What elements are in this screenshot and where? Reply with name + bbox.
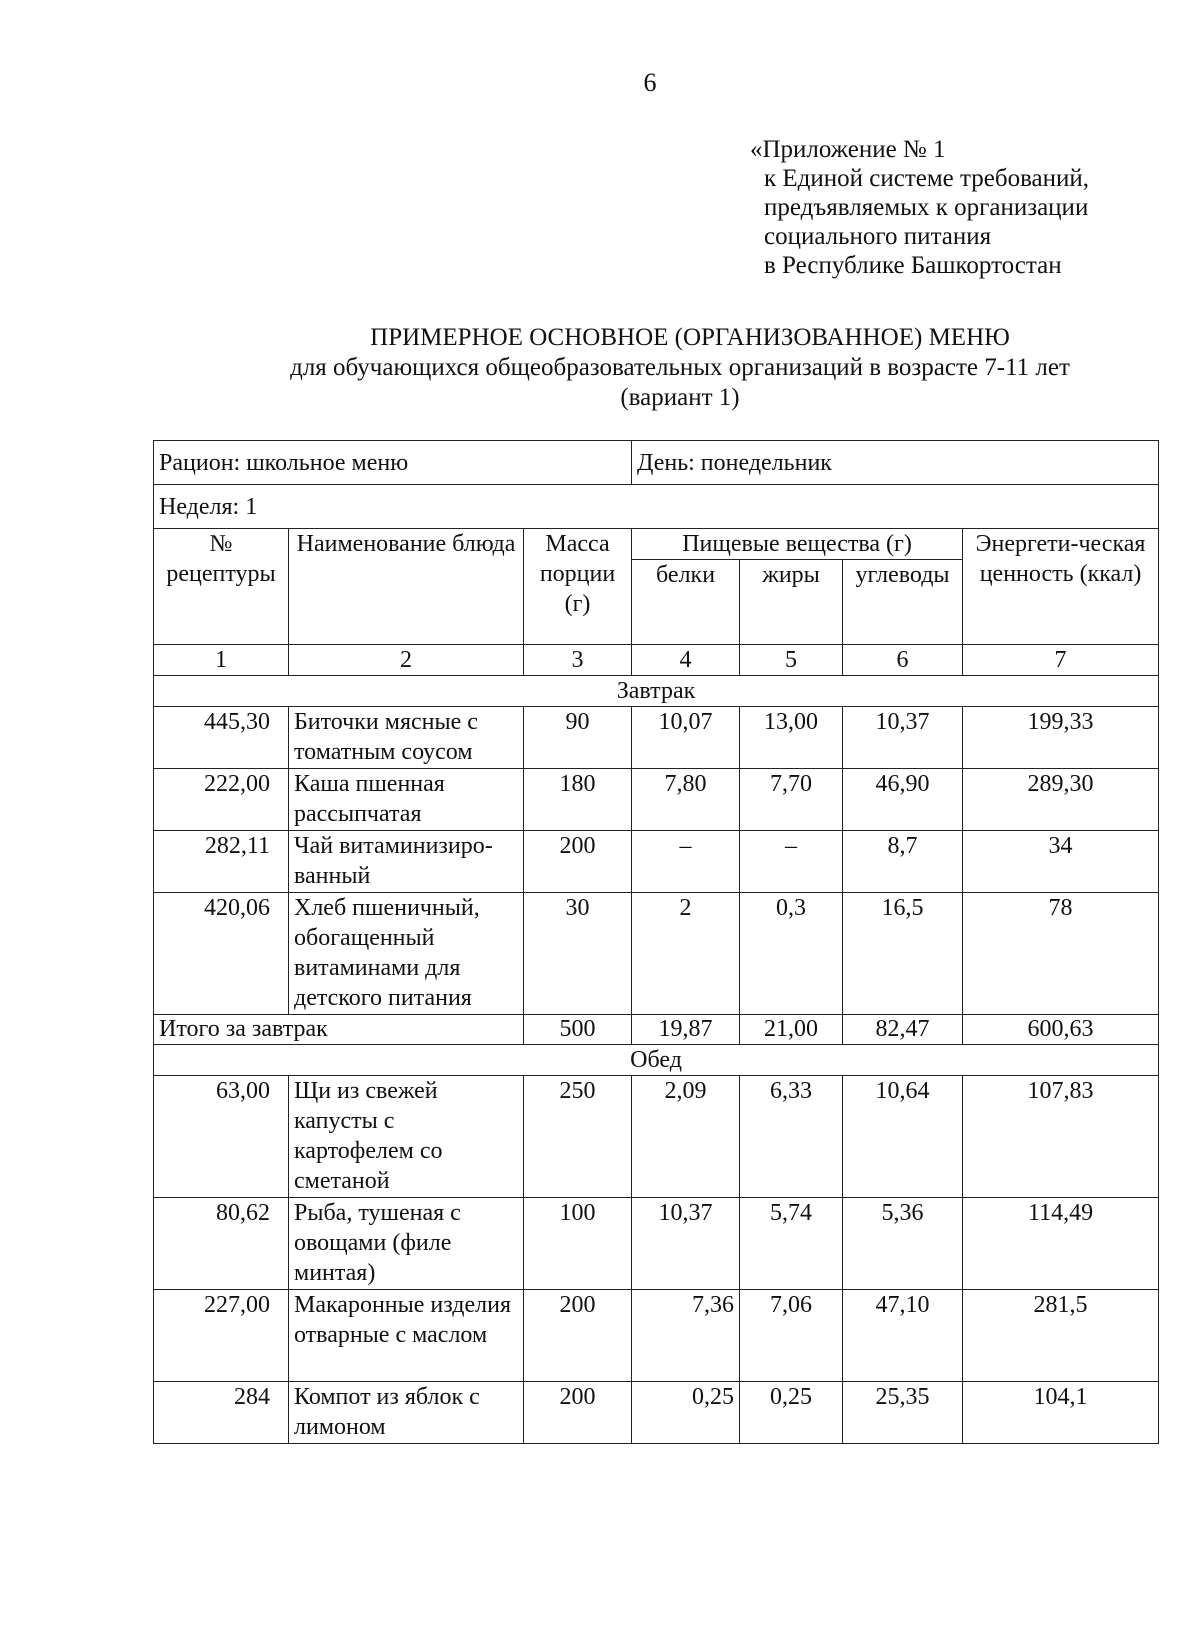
appendix-line: «Приложение № 1 xyxy=(750,136,946,163)
proteins: 7,80 xyxy=(632,769,740,831)
recipe-number: 284 xyxy=(154,1382,289,1444)
energy: 199,33 xyxy=(963,707,1159,769)
header-nutrients: Пищевые вещества (г) xyxy=(632,529,963,560)
recipe-number: 420,06 xyxy=(154,893,289,1015)
dish-name: Компот из яблок с лимоном xyxy=(289,1382,524,1444)
recipe-number: 63,00 xyxy=(154,1076,289,1198)
appendix-line: социального питания xyxy=(764,223,992,250)
title-line-1: ПРИМЕРНОЕ ОСНОВНОЕ (ОРГАНИЗОВАННОЕ) МЕНЮ xyxy=(370,324,1010,351)
header-carbs: углеводы xyxy=(843,560,963,645)
dish-name: Каша пшенная рассыпчатая xyxy=(289,769,524,831)
portion-mass: 200 xyxy=(524,1290,632,1382)
energy: 34 xyxy=(963,831,1159,893)
table-row xyxy=(154,893,1159,1015)
recipe-number: 80,62 xyxy=(154,1198,289,1290)
table-row xyxy=(154,1382,1159,1444)
appendix-line: в Республике Башкортостан xyxy=(764,252,1062,279)
dish-name: Щи из свежей капусты с картофелем со сметаной xyxy=(289,1076,524,1198)
total-energy: 600,63 xyxy=(963,1015,1159,1045)
portion-mass: 90 xyxy=(524,707,632,769)
column-number: 2 xyxy=(289,645,524,676)
day-cell: День: понедельник xyxy=(632,441,1159,485)
appendix-line: предъявляемых к организации xyxy=(764,194,1089,221)
proteins: 2,09 xyxy=(632,1076,740,1198)
proteins: 0,25 xyxy=(632,1382,740,1444)
portion-mass: 250 xyxy=(524,1076,632,1198)
table-row xyxy=(154,1198,1159,1290)
menu-table xyxy=(153,440,1159,1444)
header-dish-name: Наименование блюда xyxy=(289,529,524,645)
column-number-row xyxy=(154,645,1159,676)
portion-mass: 200 xyxy=(524,831,632,893)
header-fats: жиры xyxy=(740,560,843,645)
fats: 0,25 xyxy=(740,1382,843,1444)
energy: 107,83 xyxy=(963,1076,1159,1198)
title-line-2: для обучающихся общеобразовательных организаций в возрасте 7-11 лет xyxy=(290,354,1070,381)
dish-name: Рыба, тушеная с овощами (филе минтая) xyxy=(289,1198,524,1290)
total-row xyxy=(154,1015,1159,1045)
dish-name: Хлеб пшеничный, обогащенный витаминами для детского питания xyxy=(289,893,524,1015)
carbs: 46,90 xyxy=(843,769,963,831)
total-label: Итого за завтрак xyxy=(154,1015,524,1045)
fats: 6,33 xyxy=(740,1076,843,1198)
recipe-number: 222,00 xyxy=(154,769,289,831)
fats: – xyxy=(740,831,843,893)
appendix-header xyxy=(750,135,1170,280)
table-row xyxy=(154,707,1159,769)
fats: 0,3 xyxy=(740,893,843,1015)
document-title xyxy=(140,323,1200,413)
table-row xyxy=(154,1290,1159,1382)
header-recipe-no: № рецептуры xyxy=(154,529,289,645)
column-number: 5 xyxy=(740,645,843,676)
fats: 7,06 xyxy=(740,1290,843,1382)
header-portion-mass: Масса порции (г) xyxy=(524,529,632,645)
column-number: 7 xyxy=(963,645,1159,676)
section-lunch: Обед xyxy=(154,1045,1159,1076)
header-energy: Энергети-ческая ценность (ккал) xyxy=(963,529,1159,645)
carbs: 10,64 xyxy=(843,1076,963,1198)
appendix-line: к Единой системе требований, xyxy=(764,165,1090,192)
proteins: – xyxy=(632,831,740,893)
column-number: 1 xyxy=(154,645,289,676)
title-line-3: (вариант 1) xyxy=(620,384,740,411)
fats: 5,74 xyxy=(740,1198,843,1290)
fats: 7,70 xyxy=(740,769,843,831)
portion-mass: 100 xyxy=(524,1198,632,1290)
energy: 78 xyxy=(963,893,1159,1015)
proteins: 10,37 xyxy=(632,1198,740,1290)
portion-mass: 200 xyxy=(524,1382,632,1444)
carbs: 8,7 xyxy=(843,831,963,893)
dish-name: Биточки мясные с томатным соусом xyxy=(289,707,524,769)
carbs: 47,10 xyxy=(843,1290,963,1382)
dish-name: Макаронные изделия отварные с маслом xyxy=(289,1290,524,1382)
table-row xyxy=(154,1076,1159,1198)
recipe-number: 445,30 xyxy=(154,707,289,769)
table-row xyxy=(154,831,1159,893)
energy: 104,1 xyxy=(963,1382,1159,1444)
proteins: 10,07 xyxy=(632,707,740,769)
proteins: 7,36 xyxy=(632,1290,740,1382)
recipe-number: 227,00 xyxy=(154,1290,289,1382)
column-number: 4 xyxy=(632,645,740,676)
header-proteins: белки xyxy=(632,560,740,645)
proteins: 2 xyxy=(632,893,740,1015)
ration-cell: Рацион: школьное меню xyxy=(154,441,632,485)
column-number: 3 xyxy=(524,645,632,676)
total-mass: 500 xyxy=(524,1015,632,1045)
column-number: 6 xyxy=(843,645,963,676)
recipe-number: 282,11 xyxy=(154,831,289,893)
total-fats: 21,00 xyxy=(740,1015,843,1045)
week-cell: Неделя: 1 xyxy=(154,485,1159,529)
carbs: 10,37 xyxy=(843,707,963,769)
energy: 289,30 xyxy=(963,769,1159,831)
carbs: 25,35 xyxy=(843,1382,963,1444)
energy: 281,5 xyxy=(963,1290,1159,1382)
energy: 114,49 xyxy=(963,1198,1159,1290)
page-number: 6 xyxy=(643,68,657,97)
portion-mass: 30 xyxy=(524,893,632,1015)
table-row xyxy=(154,769,1159,831)
carbs: 16,5 xyxy=(843,893,963,1015)
portion-mass: 180 xyxy=(524,769,632,831)
carbs: 5,36 xyxy=(843,1198,963,1290)
total-carbs: 82,47 xyxy=(843,1015,963,1045)
section-breakfast: Завтрак xyxy=(154,676,1159,707)
fats: 13,00 xyxy=(740,707,843,769)
dish-name: Чай витаминизиро-ванный xyxy=(289,831,524,893)
total-proteins: 19,87 xyxy=(632,1015,740,1045)
